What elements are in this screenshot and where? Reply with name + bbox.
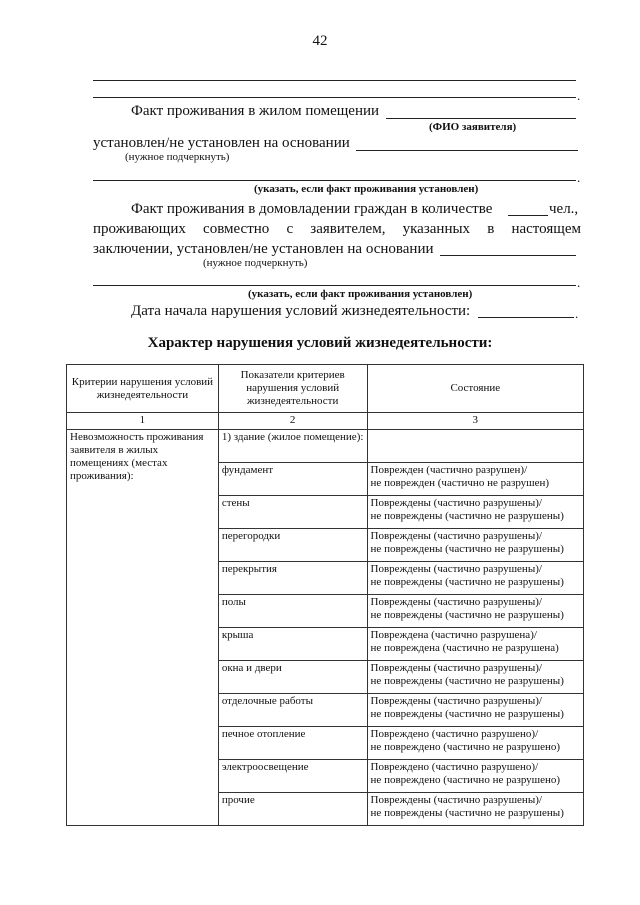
period-mark: .	[577, 170, 581, 185]
section-title: Характер нарушения условий жизнедеятельности:	[147, 335, 493, 351]
state-line: Повреждены (частично разрушены)/	[370, 530, 542, 542]
period-mark: .	[577, 88, 581, 103]
state-cell	[367, 760, 583, 793]
word: настоящем	[511, 221, 581, 237]
state-line: не повреждено (частично не разрушено)	[370, 741, 561, 753]
violations-table	[66, 364, 584, 826]
indicator-cell: перекрытия	[218, 562, 367, 595]
state-cell	[367, 727, 583, 760]
state-cell	[367, 694, 583, 727]
indicator-cell: перегородки	[218, 529, 367, 562]
fact-living-label: Факт проживания в жилом помещении	[131, 103, 380, 119]
col-number: 1	[67, 413, 219, 430]
state-line: не повреждены (частично не разрушены)	[370, 807, 564, 819]
indicator-cell: 1) здание (жилое помещение):	[218, 430, 367, 463]
fio-line[interactable]	[386, 118, 576, 119]
indicator-cell: крыша	[218, 628, 367, 661]
state-cell	[367, 628, 583, 661]
indicator-cell: полы	[218, 595, 367, 628]
fio-caption: (ФИО заявителя)	[429, 121, 517, 133]
state-cell	[367, 793, 583, 826]
col-number: 2	[218, 413, 367, 430]
state-cell	[367, 661, 583, 694]
basis-line[interactable]	[356, 150, 578, 151]
word: указанных	[402, 221, 471, 237]
header-criteria: Критерии нарушения условий жизнедеятельности	[67, 365, 219, 413]
date-line[interactable]	[478, 317, 574, 318]
state-line: Повреждены (частично разрушены)/	[370, 695, 542, 707]
blank-line	[93, 97, 576, 98]
specify-line-2[interactable]	[93, 285, 576, 286]
indicator-cell: печное отопление	[218, 727, 367, 760]
indicator-cell: фундамент	[218, 463, 367, 496]
state-line: Повреждена (частично разрушена)/	[370, 629, 537, 641]
state-line: не повреждена (частично не разрушена)	[370, 642, 559, 654]
blank-line	[93, 80, 576, 81]
underline-note-2: (нужное подчеркнуть)	[203, 257, 308, 269]
state-cell	[367, 430, 583, 463]
state-line: не повреждено (частично не разрушено)	[370, 774, 561, 786]
count-line[interactable]	[508, 215, 548, 216]
household-label: Факт проживания в домовладении граждан в количестве	[131, 201, 493, 217]
established-label: установлен/не установлен на основании	[93, 135, 350, 151]
state-line: Повреждены (частично разрушены)/	[370, 662, 542, 674]
state-cell	[367, 496, 583, 529]
criterion-cell: Невозможность проживания заявителя в жилых помещениях (местах проживания):	[67, 430, 219, 826]
specify-note-2: (указать, если факт проживания установлен)	[248, 288, 473, 300]
specify-note: (указать, если факт проживания установлен)	[254, 183, 479, 195]
header-indicators: Показатели критериев нарушения условий жизнедеятельности	[218, 365, 367, 413]
conclusion-label: заключении, установлен/не установлен на основании	[93, 241, 434, 257]
indicator-cell: окна и двери	[218, 661, 367, 694]
col-number: 3	[367, 413, 583, 430]
state-line: не повреждены (частично не разрушены)	[370, 675, 564, 687]
period-mark: .	[575, 306, 579, 321]
state-line: Повреждены (частично разрушены)/	[370, 794, 542, 806]
state-cell	[367, 529, 583, 562]
page-number: 42	[312, 33, 328, 49]
underline-note: (нужное подчеркнуть)	[125, 151, 230, 163]
indicator-cell: прочие	[218, 793, 367, 826]
indicator-cell: отделочные работы	[218, 694, 367, 727]
state-cell	[367, 562, 583, 595]
justified-line	[93, 220, 581, 238]
word: проживающих	[93, 221, 186, 237]
state-line: Поврежден (частично разрушен)/	[370, 464, 528, 476]
indicator-cell: электроосвещение	[218, 760, 367, 793]
violation-date-label: Дата начала нарушения условий жизнедеятельности:	[131, 303, 471, 319]
table-row	[67, 430, 584, 463]
state-line: Повреждены (частично разрушены)/	[370, 497, 542, 509]
state-line: не повреждены (частично не разрушены)	[370, 609, 564, 621]
persons-suffix: чел.,	[549, 201, 579, 217]
state-line: Повреждено (частично разрушено)/	[370, 761, 539, 773]
specify-line[interactable]	[93, 180, 576, 181]
state-line: Повреждены (частично разрушены)/	[370, 563, 542, 575]
state-line: не повреждены (частично не разрушены)	[370, 510, 564, 522]
word: с	[286, 221, 294, 237]
state-line: Повреждено (частично разрушено)/	[370, 728, 539, 740]
basis-line-2[interactable]	[440, 255, 576, 256]
state-line: не повреждены (частично не разрушены)	[370, 576, 564, 588]
state-line: Повреждены (частично разрушены)/	[370, 596, 542, 608]
state-cell	[367, 463, 583, 496]
word: заявителем,	[310, 221, 386, 237]
word: в	[487, 221, 495, 237]
state-line: не поврежден (частично не разрушен)	[370, 477, 550, 489]
period-mark: .	[577, 275, 581, 290]
state-cell	[367, 595, 583, 628]
state-line: не повреждены (частично не разрушены)	[370, 543, 564, 555]
indicator-cell: стены	[218, 496, 367, 529]
state-line: не повреждены (частично не разрушены)	[370, 708, 564, 720]
word: совместно	[203, 221, 270, 237]
header-state: Состояние	[367, 365, 583, 413]
